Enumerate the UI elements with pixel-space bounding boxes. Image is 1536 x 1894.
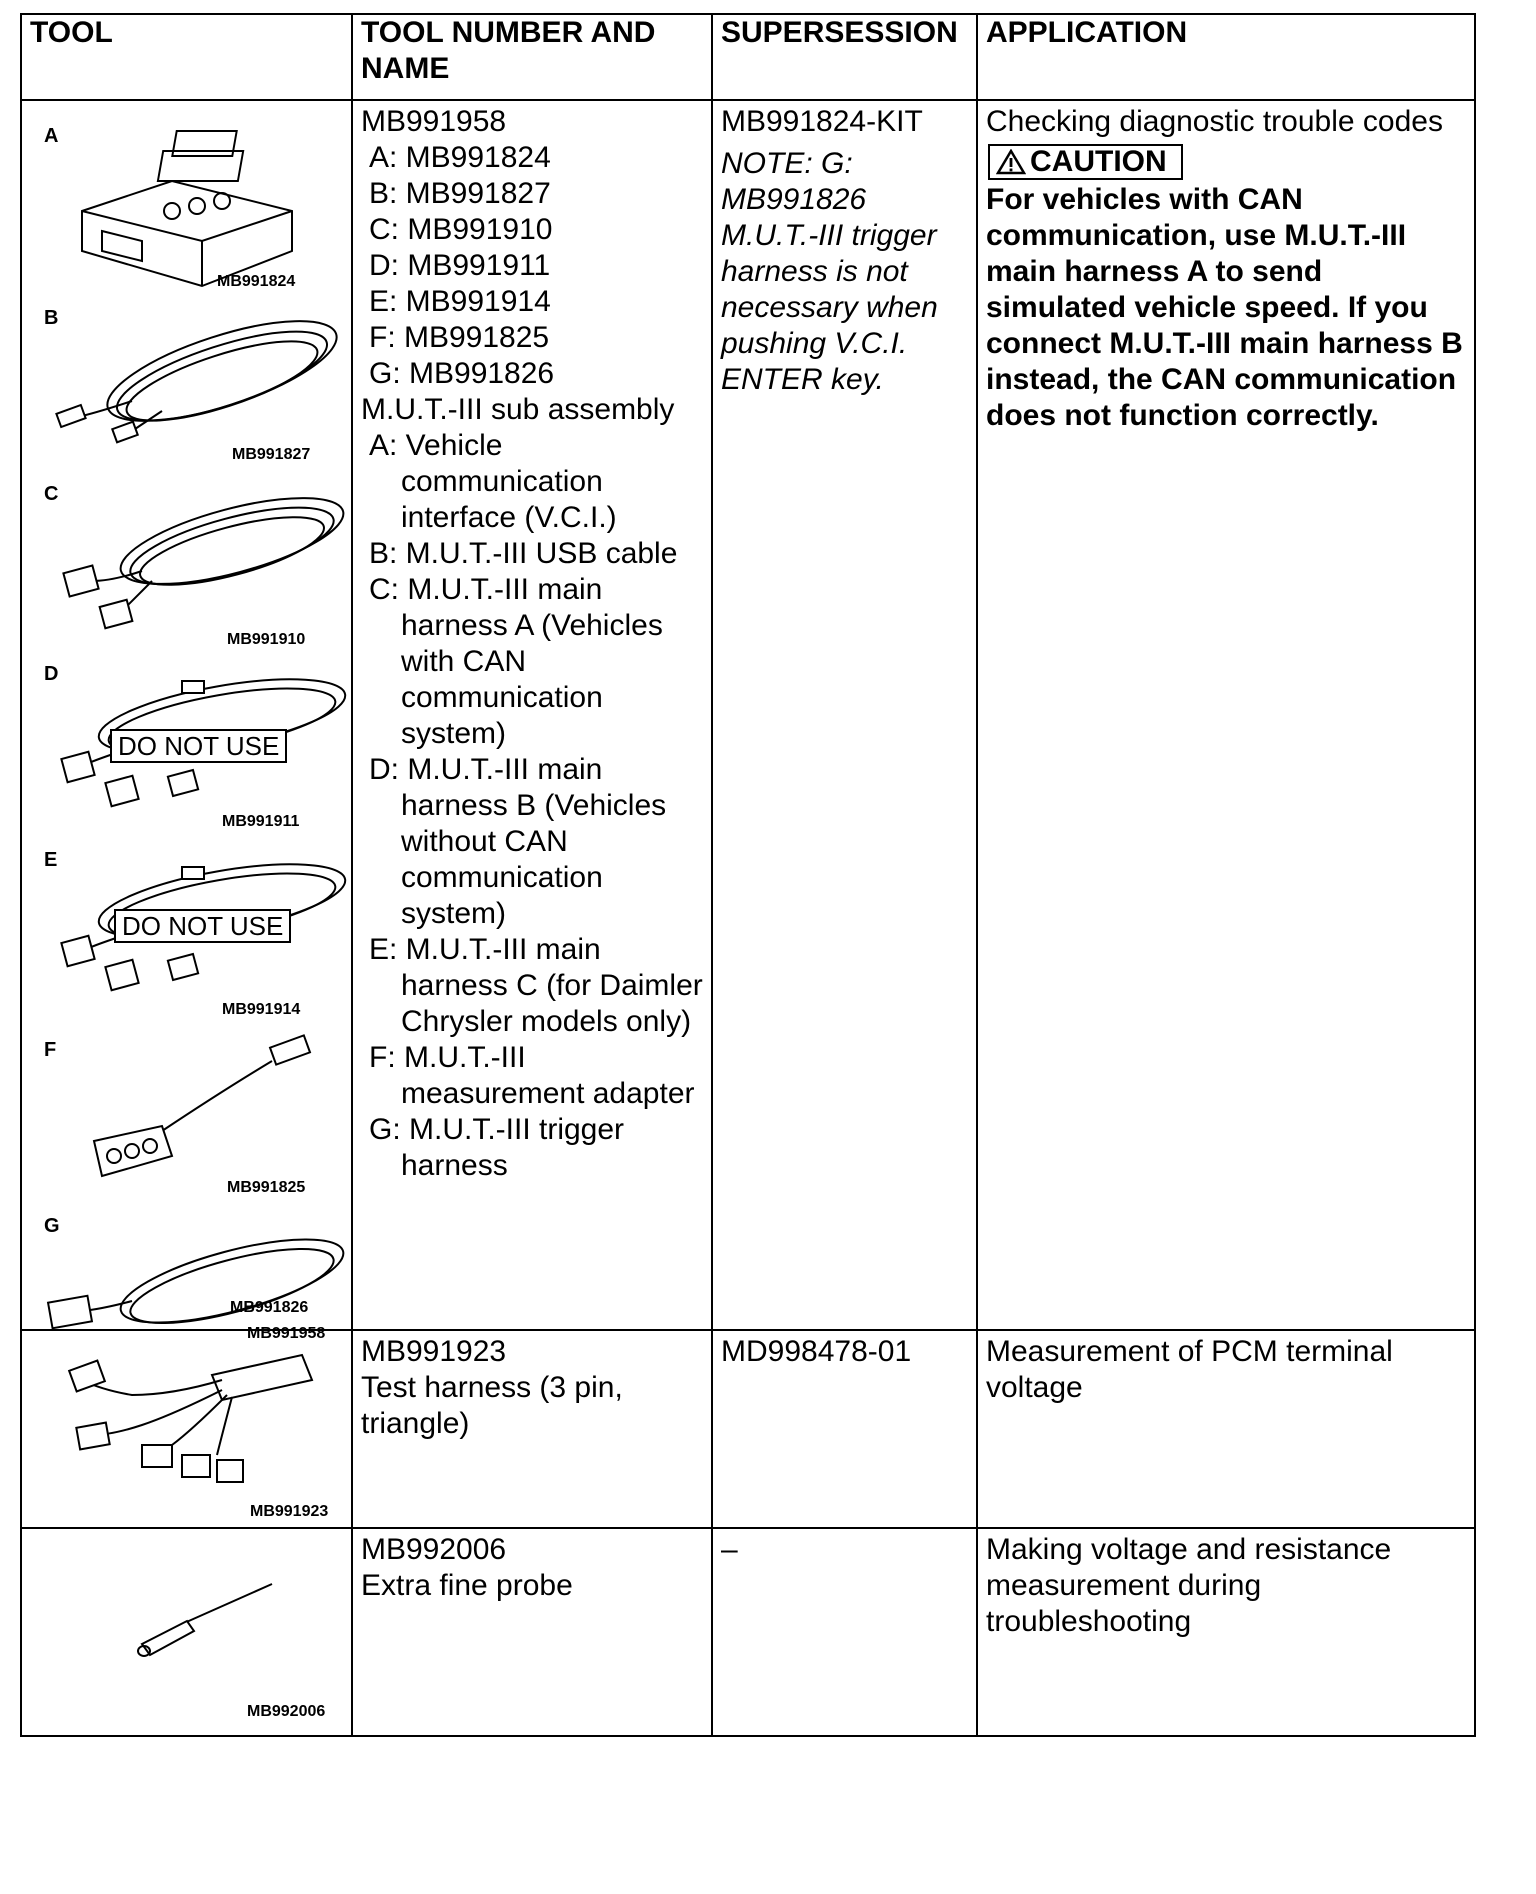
caution-line: For vehicles with CAN xyxy=(986,183,1303,216)
figure-c xyxy=(22,471,352,651)
part-item: C: MB991910 xyxy=(369,213,553,246)
figure-a-code: MB991824 xyxy=(217,273,296,290)
application-line: troubleshooting xyxy=(986,1605,1192,1638)
figure-g-letter: G xyxy=(44,1215,60,1237)
supersession-value: – xyxy=(721,1533,738,1566)
figure-f-code: MB991825 xyxy=(227,1179,306,1196)
part-item: F: MB991825 xyxy=(369,321,550,354)
note-line: harness is not xyxy=(721,255,908,288)
figure-f xyxy=(22,1031,352,1211)
supersession-mb991958 xyxy=(712,100,977,1330)
note-line: pushing V.C.I. xyxy=(721,327,908,360)
supersession-value: MB991824-KIT xyxy=(721,105,923,138)
sub-item-cont: system) xyxy=(401,717,506,750)
supersession-value: MD998478-01 xyxy=(721,1335,912,1368)
part-item: D: MB991911 xyxy=(369,249,551,282)
tool-number-name-mb991923 xyxy=(352,1330,712,1528)
application-line: Making voltage and resistance xyxy=(986,1533,1392,1566)
sub-item-cont: harness B (Vehicles xyxy=(401,789,667,822)
application-mb991958 xyxy=(977,100,1475,1330)
sub-item-cont: communication xyxy=(401,465,603,498)
sub-item-label: G: M.U.T.-III trigger xyxy=(369,1113,625,1146)
supersession-mb991923 xyxy=(712,1330,977,1528)
figure-d-code: MB991911 xyxy=(222,813,300,830)
figure-e xyxy=(22,841,352,1031)
caution-line: instead, the CAN communication xyxy=(986,363,1457,396)
header-tool-number-name: TOOL NUMBER AND NAME xyxy=(352,14,712,100)
supersession-note xyxy=(721,146,968,398)
tool-illustration-mb991923 xyxy=(21,1330,352,1528)
figure-g xyxy=(22,1211,352,1342)
sub-item-label: B: M.U.T.-III USB cable xyxy=(369,537,678,570)
tool-number-name-mb991958 xyxy=(352,100,712,1330)
application-mb992006 xyxy=(977,1528,1475,1736)
main-harness-a-illustration xyxy=(22,471,352,651)
caution-line: connect M.U.T.-III main harness B xyxy=(986,327,1463,360)
sub-item-label: A: Vehicle xyxy=(369,429,503,462)
sub-item-label: E: M.U.T.-III main xyxy=(369,933,601,966)
table-row-mb991923 xyxy=(21,1330,1475,1528)
caution-line: does not function correctly. xyxy=(986,399,1379,432)
figure-c-code: MB991910 xyxy=(227,631,306,648)
tool-name-line: triangle) xyxy=(361,1407,470,1440)
figure-b xyxy=(22,291,352,471)
figure-e-code: MB991914 xyxy=(222,1001,301,1018)
tool-illustration-mb992006 xyxy=(21,1528,352,1736)
usb-cable-illustration xyxy=(22,291,352,471)
note-line: NOTE: G: xyxy=(721,147,853,180)
caution-line: simulated vehicle speed. If you xyxy=(986,291,1428,324)
figure-d-letter: D xyxy=(44,663,59,685)
sub-item-cont: harness C (for Daimler xyxy=(401,969,703,1002)
figure-d xyxy=(22,651,352,841)
tool-number: MB991923 xyxy=(361,1335,507,1368)
tool-number: MB991958 xyxy=(361,105,507,138)
header-row xyxy=(21,14,1475,100)
special-tools-document xyxy=(20,13,1474,1867)
warning-triangle-icon xyxy=(996,149,1026,175)
tool-number-name-mb992006 xyxy=(352,1528,712,1736)
fine-probe-illustration xyxy=(22,1549,352,1719)
caution-box xyxy=(988,144,1183,180)
sub-item-cont: interface (V.C.I.) xyxy=(401,501,617,534)
vci-device-illustration xyxy=(22,101,352,291)
sub-item-cont: with CAN xyxy=(401,645,527,678)
application-text: Checking diagnostic trouble codes xyxy=(986,105,1443,138)
tool-name-line: Extra fine probe xyxy=(361,1569,573,1602)
application-line: voltage xyxy=(986,1371,1083,1404)
sub-item-cont: system) xyxy=(401,897,506,930)
part-item: A: MB991824 xyxy=(369,141,551,174)
sub-item-label: F: M.U.T.-III xyxy=(369,1041,526,1074)
sub-item-cont: harness A (Vehicles xyxy=(401,609,663,642)
test-harness-illustration xyxy=(22,1335,352,1505)
sub-item-cont: harness xyxy=(401,1149,508,1182)
table-row-mb992006 xyxy=(21,1528,1475,1736)
special-tools-table xyxy=(20,13,1476,1737)
caution-line: communication, use M.U.T.-III xyxy=(986,219,1407,252)
figure-b-letter: B xyxy=(44,307,59,329)
header-tool: TOOL xyxy=(21,14,352,100)
sub-item-cont: communication xyxy=(401,861,603,894)
part-item: G: MB991826 xyxy=(369,357,555,390)
sub-item-cont: measurement adapter xyxy=(401,1077,695,1110)
note-line: MB991826 xyxy=(721,183,867,216)
sub-item-cont: Chrysler models only) xyxy=(401,1005,692,1038)
figure-a-letter: A xyxy=(44,125,59,147)
tool-illustrations-mb991958 xyxy=(21,100,352,1342)
table-row-mb991958 xyxy=(21,100,1475,1330)
do-not-use-label-d: DO NOT USE xyxy=(110,729,287,763)
caution-label: CAUTION xyxy=(1030,145,1167,178)
tool-number: MB992006 xyxy=(361,1533,507,1566)
note-line: ENTER key. xyxy=(721,363,884,396)
do-not-use-label-e: DO NOT USE xyxy=(114,909,291,943)
header-supersession: SUPERSESSION xyxy=(712,14,977,100)
header-application: APPLICATION xyxy=(977,14,1475,100)
figure-c-letter: C xyxy=(44,483,59,505)
caution-line: main harness A to send xyxy=(986,255,1323,288)
sub-assembly-title: M.U.T.-III sub assembly xyxy=(361,393,675,426)
figure-g-code: MB991826 xyxy=(230,1299,309,1316)
sub-item-label: C: M.U.T.-III main xyxy=(369,573,603,606)
figure-code-mb992006: MB992006 xyxy=(247,1703,326,1720)
figure-f-letter: F xyxy=(44,1039,57,1061)
part-list xyxy=(361,140,703,392)
figure-code-mb991923: MB991923 xyxy=(250,1503,329,1520)
application-line: Measurement of PCM terminal xyxy=(986,1335,1393,1368)
part-item: E: MB991914 xyxy=(369,285,551,318)
supersession-mb992006 xyxy=(712,1528,977,1736)
part-item: B: MB991827 xyxy=(369,177,551,210)
application-line: measurement during xyxy=(986,1569,1262,1602)
note-line: necessary when xyxy=(721,291,938,324)
figure-set-code: MB991958 xyxy=(247,1325,326,1342)
figure-e-letter: E xyxy=(44,849,58,871)
figure-a xyxy=(22,101,352,291)
sub-item-cont: communication xyxy=(401,681,603,714)
figure-b-code: MB991827 xyxy=(232,446,311,463)
tool-name-line: Test harness (3 pin, xyxy=(361,1371,623,1404)
application-mb991923 xyxy=(977,1330,1475,1528)
sub-item-cont: without CAN xyxy=(401,825,568,858)
sub-item-label: D: M.U.T.-III main xyxy=(369,753,603,786)
sub-assembly-list xyxy=(361,428,703,1184)
caution-text xyxy=(986,182,1466,434)
note-line: M.U.T.-III trigger xyxy=(721,219,937,252)
